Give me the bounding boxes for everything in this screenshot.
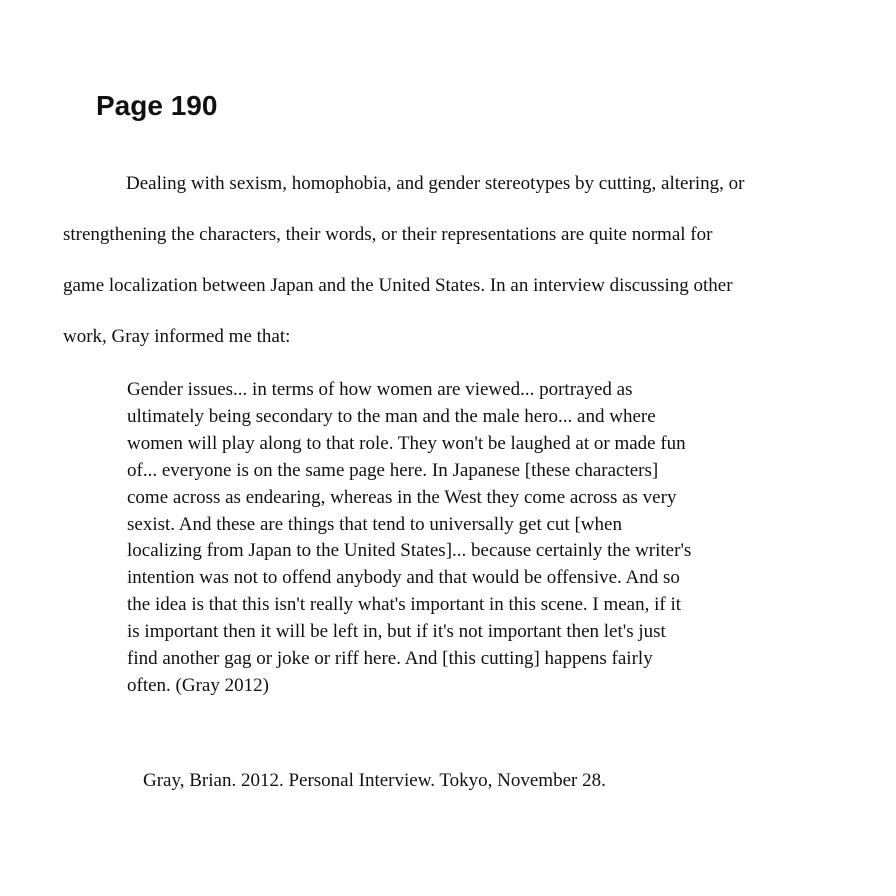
quote-line: women will play along to that role. They won't be laughed at or made fun [127, 432, 686, 454]
quote-line: come across as endearing, whereas in the West they come across as very [127, 486, 677, 508]
reference-citation: Gray, Brian. 2012. Personal Interview. Tokyo, November 28. [143, 770, 606, 791]
quote-line: often. (Gray 2012) [127, 674, 269, 696]
quote-line: find another gag or joke or riff here. And [this cutting] happens fairly [127, 648, 653, 670]
quote-line: sexist. And these are things that tend to universally get cut [when [127, 513, 622, 535]
paragraph-line: strengthening the characters, their words, or their representations are quite normal for [63, 224, 713, 245]
quote-line: localizing from Japan to the United States]... because certainly the writer's [127, 540, 692, 562]
block-quote [127, 377, 691, 700]
page-title: Page 190 [96, 90, 218, 121]
paragraph-line: Dealing with sexism, homophobia, and gender stereotypes by cutting, altering, or [126, 173, 745, 194]
quote-line: of... everyone is on the same page here. In Japanese [these characters] [127, 459, 659, 481]
paragraph-line: work, Gray informed me that: [63, 326, 291, 347]
quote-line: Gender issues... in terms of how women are viewed... portrayed as [127, 379, 633, 400]
quote-line: intention was not to offend anybody and that would be offensive. And so [127, 567, 680, 589]
paragraph-line: game localization between Japan and the United States. In an interview discussing other [63, 275, 733, 296]
quote-line: ultimately being secondary to the man and the male hero... and where [127, 405, 656, 427]
quote-line: is important then it will be left in, but if it's not important then let's just [127, 621, 666, 643]
quote-line: the idea is that this isn't really what's important in this scene. I mean, if it [127, 594, 682, 616]
